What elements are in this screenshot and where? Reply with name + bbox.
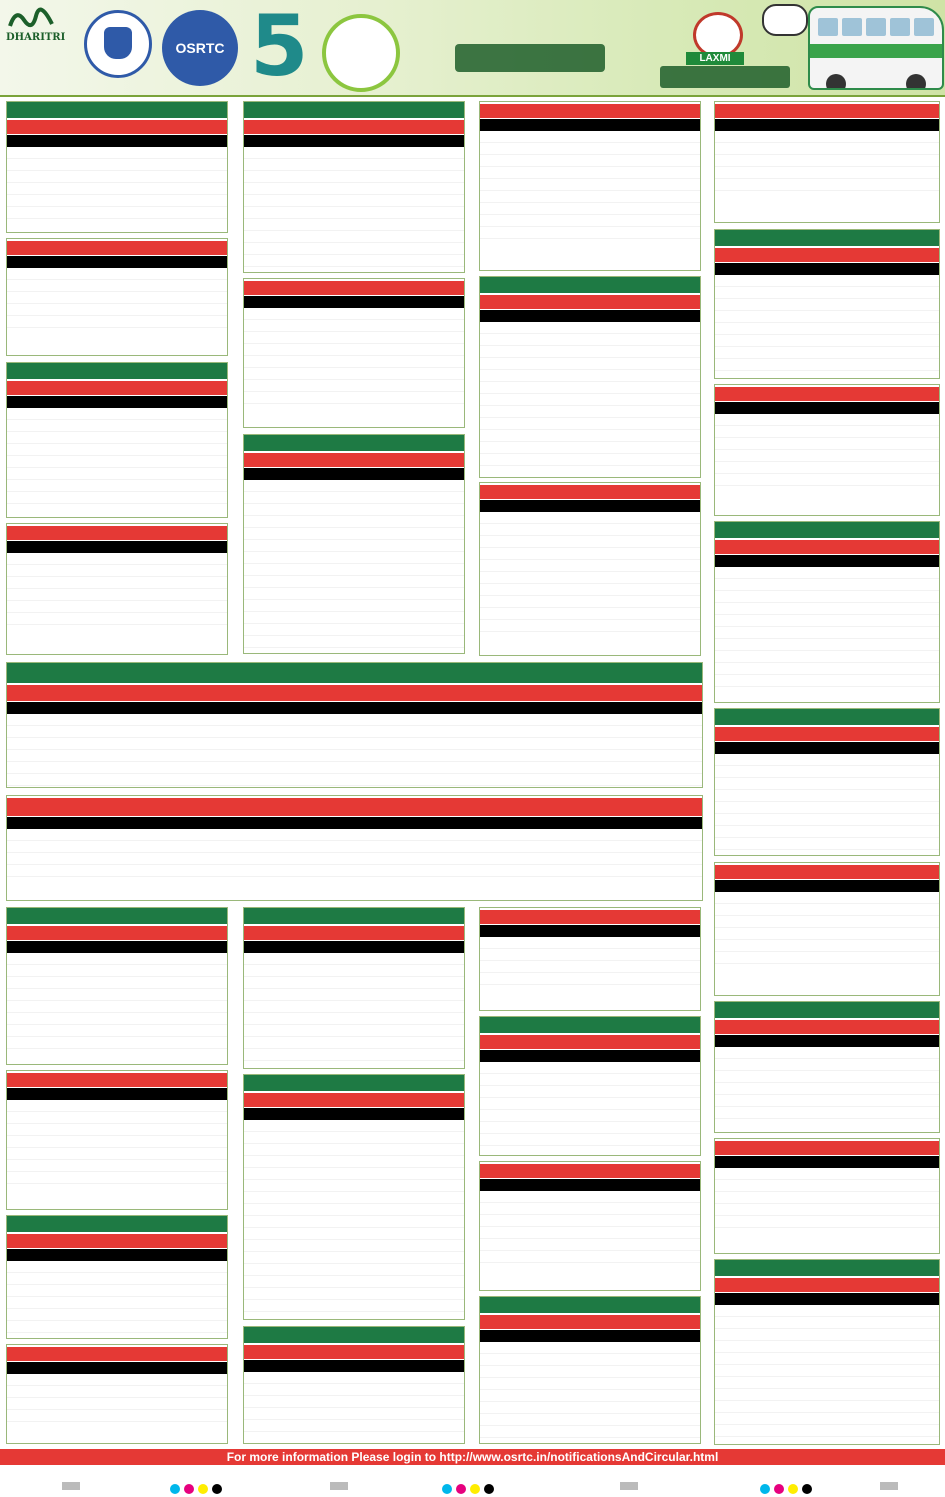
timetable-rows xyxy=(7,1261,227,1333)
timetable-rows xyxy=(244,1372,464,1438)
timetable-section xyxy=(479,907,701,1011)
timetable-section xyxy=(6,1215,228,1339)
timetable-rows xyxy=(7,268,227,334)
timetable-rows xyxy=(480,1191,700,1269)
timetable-rows xyxy=(715,414,939,494)
timetable-rows xyxy=(244,480,464,648)
timetable-rows xyxy=(480,512,700,634)
timetable-section xyxy=(243,434,465,654)
timetable-rows xyxy=(480,1062,700,1150)
black-dot xyxy=(484,1484,494,1494)
page-number-badge xyxy=(762,4,808,36)
timetable-section xyxy=(714,101,940,223)
timetable-section xyxy=(479,1161,701,1291)
laxmi-title-banner xyxy=(660,66,790,88)
yellow-dot xyxy=(788,1484,798,1494)
timetable-section xyxy=(243,278,465,428)
timetable-section xyxy=(714,1138,940,1254)
timetable-rows xyxy=(7,1374,227,1422)
timetable-section xyxy=(243,101,465,273)
timetable-section xyxy=(6,362,228,518)
timetable-section xyxy=(479,1296,701,1444)
timetable-rows xyxy=(7,553,227,633)
timetable-rows xyxy=(715,1168,939,1232)
timetable-rows xyxy=(715,1047,939,1127)
timetable-rows xyxy=(480,131,700,249)
timetable-section xyxy=(714,1259,940,1445)
magenta-dot xyxy=(774,1484,784,1494)
dharitri-logo xyxy=(6,6,66,46)
timetable-section xyxy=(6,238,228,356)
timetable-rows xyxy=(715,275,939,373)
timetable-rows xyxy=(480,937,700,989)
registration-mark xyxy=(620,1482,638,1490)
timetable-section xyxy=(479,101,701,271)
timetable-section xyxy=(243,907,465,1069)
registration-mark xyxy=(62,1482,80,1490)
timetable-rows xyxy=(7,714,702,788)
timetable-rows xyxy=(244,147,464,267)
timetable-rows xyxy=(480,322,700,472)
timetable-section xyxy=(243,1326,465,1444)
timetable-section xyxy=(6,907,228,1065)
laxmi-label: LAXMI xyxy=(686,52,744,65)
timetable-section xyxy=(6,1344,228,1444)
footer-text: For more information Please login to http://www.osrtc.in/notificationsAndCircular.html xyxy=(226,1450,719,1464)
timetable-section xyxy=(243,1074,465,1320)
timetable-section xyxy=(714,521,940,703)
timetable-rows xyxy=(7,408,227,512)
print-registration-marks xyxy=(0,1470,945,1497)
timetable-rows xyxy=(480,1342,700,1438)
osrtc-logo xyxy=(162,10,238,86)
black-dot xyxy=(802,1484,812,1494)
district-title-banner xyxy=(455,44,605,72)
five-t-logo: 5 xyxy=(250,0,309,95)
timetable-rows xyxy=(715,131,939,201)
timetable-section xyxy=(6,795,703,901)
timetable-section xyxy=(6,1070,228,1210)
timetable-rows xyxy=(244,953,464,1063)
magenta-dot xyxy=(456,1484,466,1494)
osrtc-label: OSRTC xyxy=(175,40,225,56)
dharitri-logo-mark xyxy=(6,6,58,30)
timetable-section xyxy=(479,482,701,656)
odisha-emblem-icon xyxy=(84,10,152,78)
ama-odisha-logo-icon xyxy=(322,14,400,92)
timetable-section xyxy=(479,276,701,478)
footer-info-bar xyxy=(0,1449,945,1465)
timetable-section xyxy=(6,523,228,655)
timetable-rows xyxy=(7,1100,227,1188)
cyan-dot xyxy=(170,1484,180,1494)
timetable-rows xyxy=(715,1305,939,1439)
timetable-rows xyxy=(244,308,464,406)
bus-illustration xyxy=(808,6,944,90)
brand-name: DHARITRI xyxy=(6,32,66,43)
page-header xyxy=(0,0,945,97)
timetable-section xyxy=(714,1001,940,1133)
black-dot xyxy=(212,1484,222,1494)
timetable-section xyxy=(479,1016,701,1156)
timetable-rows xyxy=(7,147,227,227)
timetable-section xyxy=(714,229,940,379)
yellow-dot xyxy=(198,1484,208,1494)
timetable-section xyxy=(714,862,940,996)
timetable-section xyxy=(714,708,940,856)
magenta-dot xyxy=(184,1484,194,1494)
timetable-section xyxy=(6,662,703,788)
timetable-rows xyxy=(7,829,702,883)
timetable-rows xyxy=(715,567,939,697)
cyan-dot xyxy=(442,1484,452,1494)
timetable-rows xyxy=(715,892,939,974)
timetable-rows xyxy=(715,754,939,850)
timetable-section xyxy=(6,101,228,233)
yellow-dot xyxy=(470,1484,480,1494)
registration-mark xyxy=(880,1482,898,1490)
cyan-dot xyxy=(760,1484,770,1494)
timetable-rows xyxy=(244,1120,464,1314)
timetable-section xyxy=(714,384,940,516)
registration-mark xyxy=(330,1482,348,1490)
timetable-rows xyxy=(7,953,227,1059)
